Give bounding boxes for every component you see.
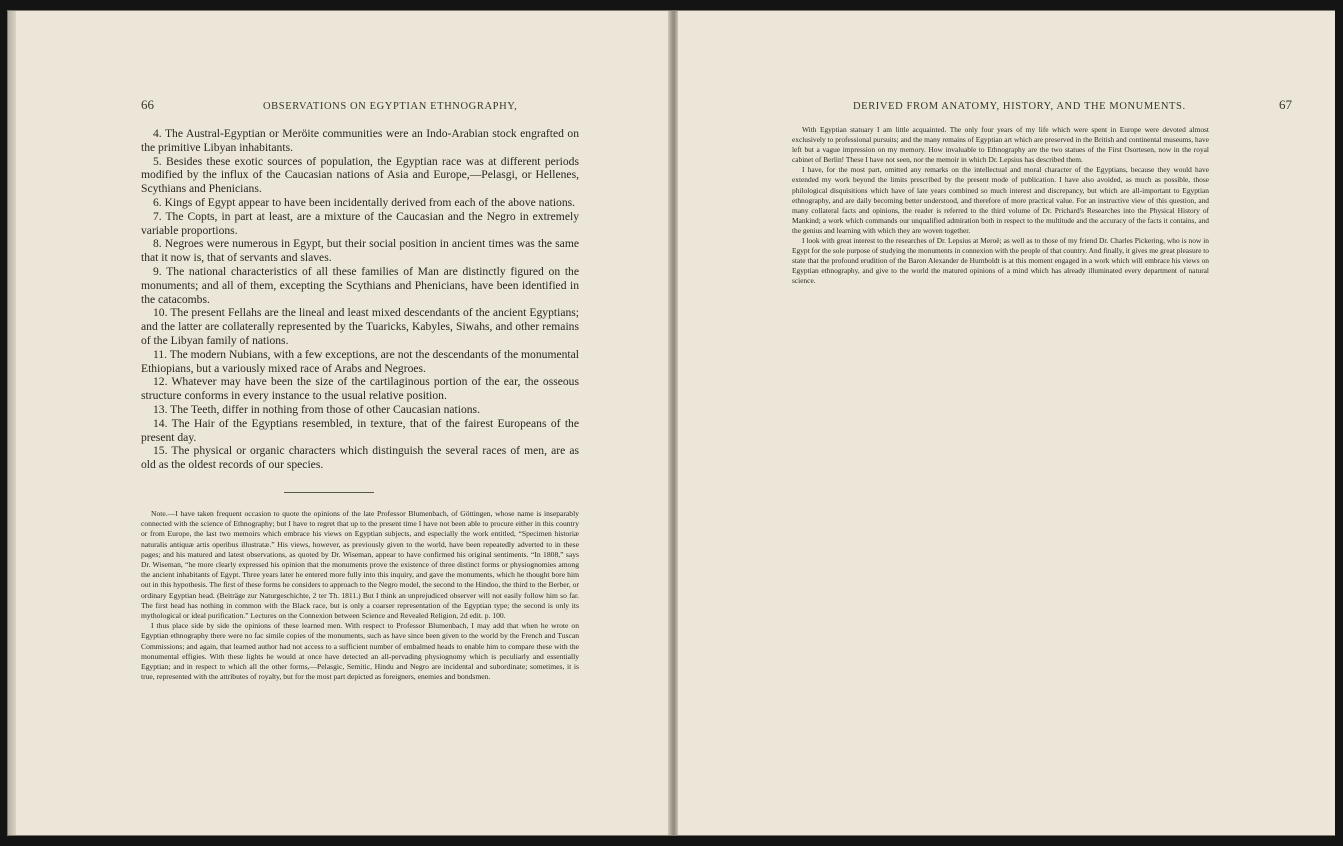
right-page <box>678 11 1335 835</box>
page-number: 66 <box>141 97 154 112</box>
paragraph: 5. Besides these exotic sources of population, the Egyptian race was at different periods modified by the influx of the Caucasian nations of Asia and Europe,—Pelasgi, or Hellenes, Scythians and Phenicians. <box>141 154 579 196</box>
paragraph: 11. The modern Nubians, with a few exceptions, are not the descendants of the monumental Ethiopians, but a variously mixed race of Arabs and Negroes. <box>141 347 579 375</box>
page-number: 67 <box>1279 97 1292 112</box>
paragraph: 8. Negroes were numerous in Egypt, but their social position in ancient times was the same that it now is, that of servants and slaves. <box>141 237 579 265</box>
paragraph: I look with great interest to the researches of Dr. Lepsius at Meroë; as well as to those of my friend Dr. Charles Pickering, who is now in Egypt for the sole purpose of studying the monuments in connexion with the people of that country. And finally, it gives me great pleasure to state that the profound erudition of the Baron Alexander de Humboldt is at this moment engaged in a work which will embrace his views on Egyptian ethnography, and give to the world the matured opinions of a mind which has already illuminated every department of natural science. <box>792 236 1209 286</box>
main-text <box>792 125 1209 287</box>
paragraph: 14. The Hair of the Egyptians resembled, in texture, that of the fairest Europeans of the present day. <box>141 416 579 444</box>
paragraph: 4. The Austral-Egyptian or Meröite communities were an Indo-Arabian stock engrafted on the primitive Libyan inhabitants. <box>141 127 579 154</box>
paragraph: 15. The physical or organic characters which distinguish the several races of men, are as old as the oldest records of our species. <box>141 444 579 472</box>
paragraph: 7. The Copts, in part at least, are a mixture of the Caucasian and the Negro in extremely variable proportions. <box>141 209 579 237</box>
paragraph: 9. The national characteristics of all these families of Man are distinctly figured on the monuments; and all of them, excepting the Scythians and Phenicians, have been identified in the catacombs. <box>141 264 579 306</box>
paragraph: 10. The present Fellahs are the lineal and least mixed descendants of the ancient Egyptians; and the latter are collaterally represented by the Tuaricks, Kabyles, Siwahs, and other remains of the Libyan family of nations. <box>141 306 579 347</box>
paragraph: With Egyptian statuary I am little acquainted. The only four years of my life which were spent in Europe were devoted almost exclusively to professional pursuits; and the many remains of Egyptian art which are preserved in the British and continental museums, have left but a vague impression on my memory. How invaluable to Ethnography are the two statues of the First Osortesen, now in the royal cabinet of Berlin! These I have not seen, nor the memoir in which Dr. Lepsius has described them. <box>792 125 1209 165</box>
book-gutter <box>668 11 678 835</box>
section-divider <box>284 492 374 493</box>
paragraph: I have, for the most part, omitted any remarks on the intellectual and moral character of the Egyptians, because they would have extended my work beyond the limits prescribed by the present mode of publication. I have also avoided, as much as possible, those philological disquisitions which have of late years combined so much interest and discrepancy, but which are all-important to Egyptian ethnography, and are daily becoming better understood, and therefore of more practical value. For an instructive view of this question, and many collateral facts and opinions, the reader is referred to the third volume of Dr. Prichard's Researches into the Physical History of Mankind; a work which commands our unqualified admiration both in respect to the multitude and the accuracy of the facts it contains, and the genius and learning with which they are woven together. <box>792 165 1209 235</box>
page-edge <box>8 11 16 835</box>
book-spread <box>7 10 1335 836</box>
note-paragraph: Note.—I have taken frequent occasion to quote the opinions of the late Professor Blumenbach, of Göttingen, whose name is inseparably connected with the science of Ethnography; but I have to regret that up to the present time I have not been able to procure either in this country or from Europe, the last two memoirs which embrace his views on Egyptian subjects, and especially the work entitled, “Specimen historiæ naturalis antiquæ artis operibus illustratæ.” His views, however, as previously given to the world, have been repeatedly adverted to in these pages; and his matured and latest observations, as quoted by Dr. Wiseman, appear to have confirmed his original sentiments. “In 1808,” says Dr. Wiseman, “he more clearly expressed his opinion that the monuments prove the existence of three distinct forms or physiognomies among the ancient inhabitants of Egypt. Three years later he entered more fully into this inquiry, and gave the monuments, which he thought bore him out in this hypothesis. The first of these forms he considers to approach to the Negro model, the second to the Hindoo, the third to the Berber, or ordinary Egyptian head. (Beiträge zur Naturgeschichte, 2 ter Th. 1811.) But I think an unprejudiced observer will not easily follow him so far. The first head has nothing in common with the Black race, but is only a coarser representation of the Egyptian type; the second is only its mythological or ideal purification.” Lectures on the Connexion between Science and Revealed Religion, 2d edit. p. 100. <box>141 509 580 621</box>
main-text <box>141 127 579 472</box>
footnote <box>141 509 579 682</box>
paragraph: 13. The Teeth, differ in nothing from those of other Caucasian nations. <box>153 402 480 416</box>
paragraph: 12. Whatever may have been the size of the cartilaginous portion of the ear, the osseous structure conforms in every instance to the usual relative position. <box>141 375 579 403</box>
running-head: OBSERVATIONS ON EGYPTIAN ETHNOGRAPHY, <box>263 101 518 112</box>
left-page <box>8 11 668 835</box>
note-paragraph: I thus place side by side the opinions of these learned men. With respect to Professor Blumenbach, I may add that when he wrote on Egyptian ethnography there were no fac simile copies of the monuments, such as have since been given to the world by the French and Tuscan Commissions; and again, that learned author had not access to a sufficient number of embalmed heads to enable him to compare these with the monumental effigies. With these lights he would at once have detected an all-pervading physiognomy which is peculiarly and essentially Egyptian; and in respect to which all the other forms,—Pelasgic, Semitic, Hindu and Negro are incidental and subordinate; sometimes, it is true, represented with the attributes of royalty, but for the most part depicted as foreigners, enemies and bondsmen. <box>141 621 579 682</box>
paragraph: 6. Kings of Egypt appear to have been incidentally derived from each of the above nations. <box>153 195 576 209</box>
running-head: DERIVED FROM ANATOMY, HISTORY, AND THE MONUMENTS. <box>853 101 1186 112</box>
